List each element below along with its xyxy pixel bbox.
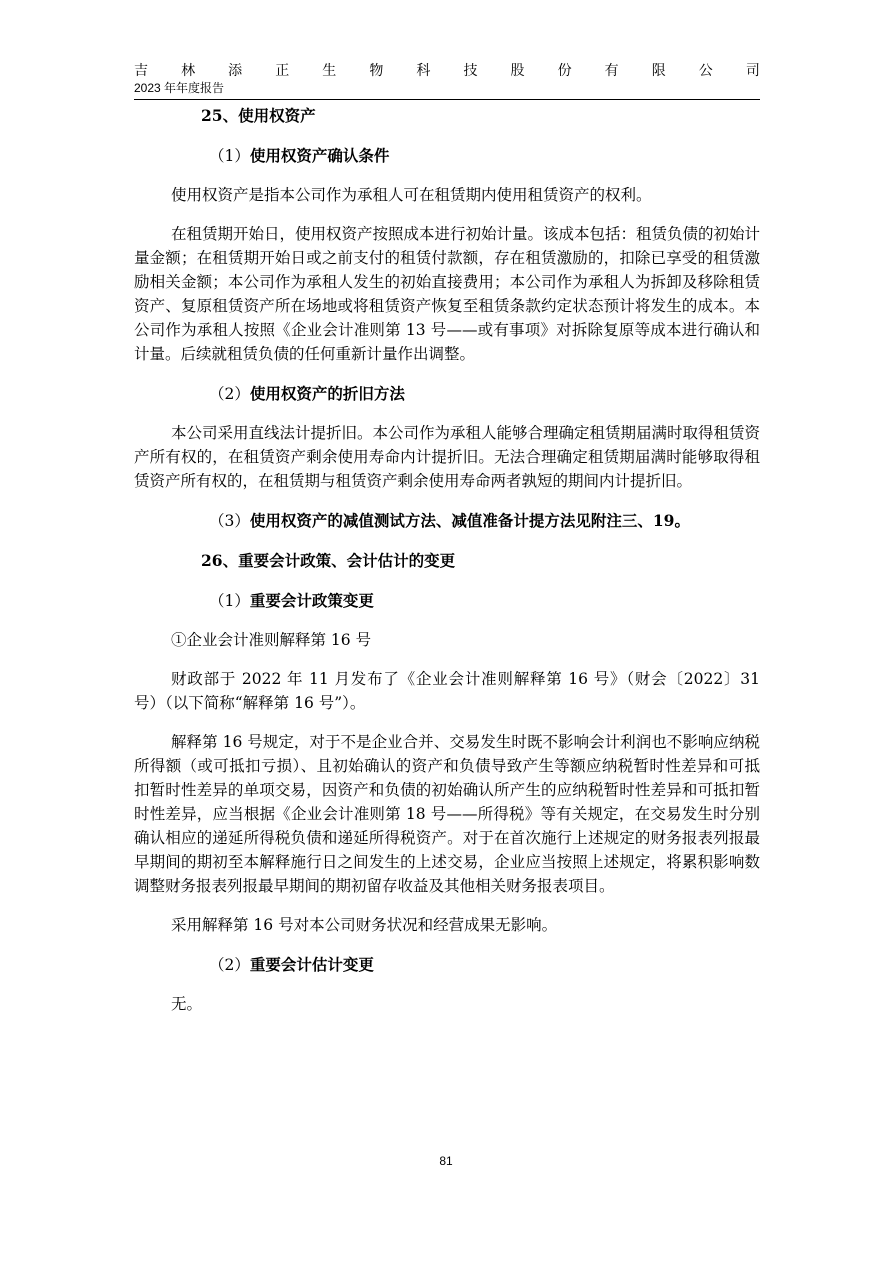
paragraph: 在租赁期开始日，使用权资产按照成本进行初始计量。该成本包括：租赁负债的初始计量金额；在租赁期开始日或之前支付的租赁付款额，存在租赁激励的，扣除已享受的租赁激励相关金额；本公司作为承租人发生的初始直接费用；本公司作为承租人为拆卸及移除租赁资产、复原租赁资产所在场地或将租赁资产恢复至租赁条款约定状态预计将发生的成本。本公司作为承租人按照《企业会计准则第 13 号——或有事项》对拆除复原等成本进行确认和计量。后续就租赁负债的任何重新计量作出调整。 <box>134 225 761 363</box>
section-number: （3） <box>209 512 250 530</box>
header-company-char: 有 <box>604 63 619 79</box>
section-title: 使用权资产的减值测试方法、减值准备计提方法见附注三、19。 <box>249 511 690 530</box>
header-company-char: 正 <box>275 63 290 79</box>
section-title: 重要会计政策变更 <box>249 591 374 610</box>
section-25-heading: 25、使用权资产 <box>201 106 316 125</box>
paragraph: 采用解释第 16 号对本公司财务状况和经营成果无影响。 <box>171 916 558 934</box>
paragraph: 本公司采用直线法计提折旧。本公司作为承租人能够合理确定租赁期届满时取得租赁资产所有权的，在租赁资产剩余使用寿命内计提折旧。无法合理确定租赁期届满时能够取得租赁资产所有权的，在租赁期与租赁资产剩余使用寿命两者孰短的期间内计提折旧。 <box>134 424 761 490</box>
header-company-name <box>134 62 760 80</box>
header-company-char: 司 <box>745 63 760 79</box>
section-title: 使用权资产确认条件 <box>249 146 390 165</box>
header-company-char: 物 <box>369 63 384 79</box>
section-26-1-heading <box>134 589 760 613</box>
header-company-char: 生 <box>322 63 337 79</box>
section-title: 使用权资产的折旧方法 <box>249 384 405 403</box>
header-company-char: 股 <box>510 63 525 79</box>
page-content <box>134 104 760 1016</box>
header-company-char: 添 <box>228 63 243 79</box>
header-company-char: 技 <box>463 63 478 79</box>
header-company-char: 限 <box>651 63 666 79</box>
section-25-2-heading <box>134 382 760 406</box>
header-divider <box>134 99 760 100</box>
header-company-char: 公 <box>698 63 713 79</box>
header-company-char: 份 <box>557 63 572 79</box>
section-number: （2） <box>209 385 250 403</box>
section-25-1-heading <box>134 144 760 168</box>
section-25-3-heading <box>134 509 760 533</box>
header-company-char: 林 <box>181 63 196 79</box>
page-number: 81 <box>439 1154 453 1168</box>
paragraph: 使用权资产是指本公司作为承租人可在租赁期内使用租赁资产的权利。 <box>171 186 652 204</box>
section-number: （2） <box>209 956 250 974</box>
section-title: 重要会计估计变更 <box>249 955 374 974</box>
section-26-2-heading <box>134 953 760 977</box>
header-report-title: 2023 年年度报告 <box>134 81 225 95</box>
list-item: ①企业会计准则解释第 16 号 <box>171 631 372 649</box>
section-number: （1） <box>209 592 250 610</box>
paragraph: 解释第 16 号规定，对于不是企业合并、交易发生时既不影响会计利润也不影响应纳税所得额（或可抵扣亏损）、且初始确认的资产和负债导致产生等额应纳税暂时性差异和可抵扣暂时性差异的单项交易，因资产和负债的初始确认所产生的应纳税暂时性差异和可抵扣暂时性差异，应当根据《企业会计准则第 18 号——所得税》等有关规定，在交易发生时分别确认相应的递延所得税负债和递延所得税资产。对于在首次施行上述规定的财务报表列报最早期间的期初至本解释施行日之间发生的上述交易，企业应当按照上述规定，将累积影响数调整财务报表列报最早期间的期初留存收益及其他相关财务报表项目。 <box>134 733 760 895</box>
paragraph: 财政部于 2022 年 11 月发布了《企业会计准则解释第 16 号》（财会〔2022〕31 号）（以下简称“解释第 16 号”）。 <box>134 670 760 712</box>
page-header <box>134 62 760 96</box>
header-company-char: 吉 <box>134 63 148 79</box>
paragraph: 无。 <box>171 995 203 1013</box>
section-26-heading: 26、重要会计政策、会计估计的变更 <box>201 551 456 570</box>
section-number: （1） <box>209 147 250 165</box>
header-company-char: 科 <box>416 63 431 79</box>
